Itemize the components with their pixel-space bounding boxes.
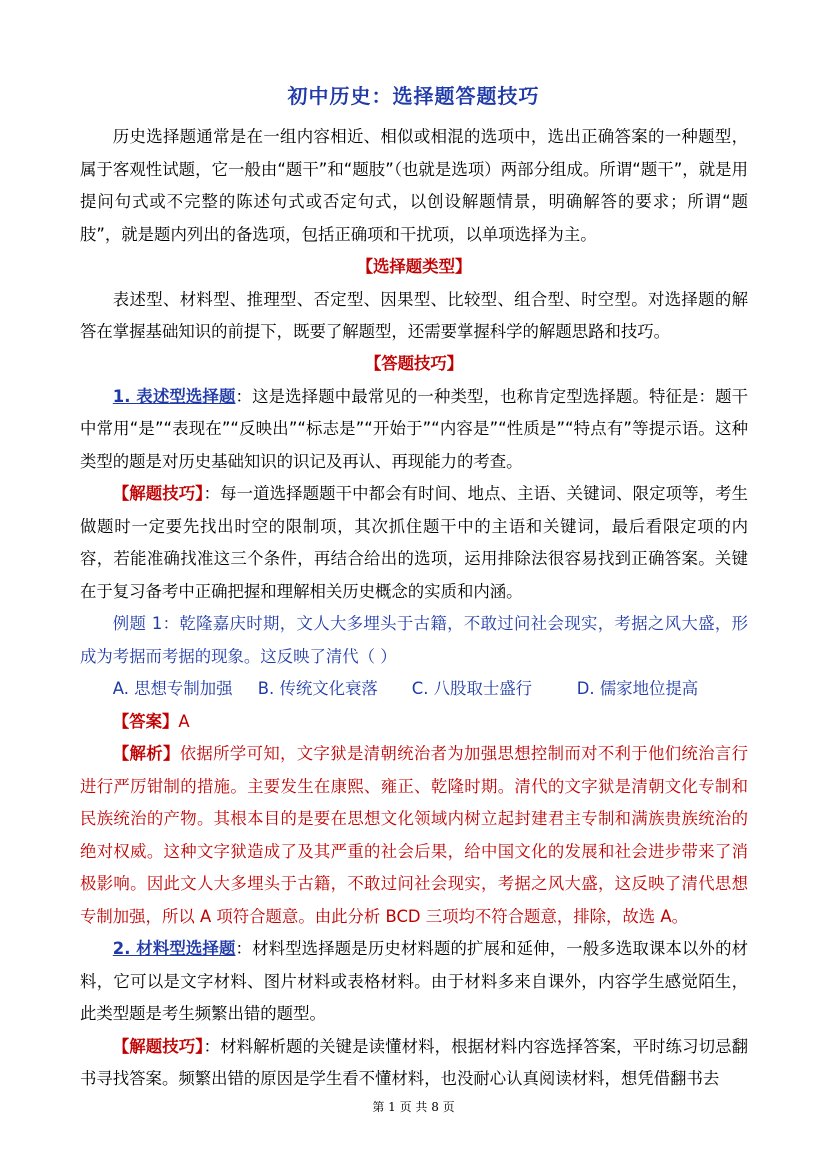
item2-label: 2. 材料型选择题 [112,939,236,958]
intro-paragraph: 历史选择题通常是在一组内容相近、相似或相混的选项中，选出正确答案的一种题型，属于客观性试题，它一般由“题干”和“题肢”（也就是选项）两部分组成。所谓“题干”，就是用提问句式或不完整的陈述句式或否定句式，以创设解题情景，明确解答的要求；所谓“题肢”，就是题内列出的备选项，包括正确项和干扰项，以单项选择为主。 [80,127,748,244]
analysis-label: 【解析】 [112,744,180,763]
types-paragraph: 表述型、材料型、推理型、否定型、因果型、比较型、组合型、时空型。对选择题的解答在掌握基础知识的前提下，既要了解题型，还需要掌握科学的解题思路和技巧。 [80,289,748,341]
section-heading-tips: 【答题技巧】 [364,354,464,373]
section-tips [80,348,748,1096]
item2-tip-text: ：材料解析题的关键是读懂材料，根据材料内容选择答案，平时练习切忌翻书寻找答案。频繁出错的原因是学生看不懂材料，也没耐心认真阅读材料，想凭借翻书去 [80,1036,748,1088]
item1-colon: ： [235,386,253,406]
item1-text: 这是选择题中最常见的一种类型，也称肯定型选择题。特征是：题干中常用“是”“表现在”“反映出”“标志是”“开始于”“内容是”“性质是”“特点有”等提示语。这种类型的题是对历史基础知识的识记及再认、再现能力的考查。 [80,386,749,471]
analysis-paragraph [80,738,748,933]
option-b: B. 传统文化衰落 [257,679,378,698]
answer-line [80,706,748,739]
answer-value: A [178,711,190,731]
item1-tip-paragraph [80,478,748,608]
option-d: D. 儒家地位提高 [576,679,699,698]
section-heading-types: 【选择题类型】 [356,257,472,276]
item2-paragraph [80,933,748,1031]
item2-tip-label: 【解题技巧】 [112,1036,204,1056]
page-footer: 第 1 页 共 8 页 [372,1100,455,1114]
item2-tip-paragraph [80,1031,748,1096]
intro-block [80,121,748,251]
item1-tip-text: ：每一道选择题题干中都会有时间、地点、主语、关键词、限定项等，考生做题时一定要先找出时空的限制项，其次抓住题干中的主语和关键词，最后看限定项的内容，若能准确找准这三个条件，再结合给出的选项，运用排除法很容易找到正确答案。关键在于复习备考中正确把握和理解相关历史概念的实质和内涵。 [80,484,748,601]
page-title: 初中历史：选择题答题技巧 [287,84,540,108]
analysis-text: 依据所学可知，文字狱是清朝统治者为加强思想控制而对不利于他们统治言行进行严厉钳制的措施。主要发生在康熙、雍正、乾隆时期。清代的文字狱是清朝文化专制和民族统治的产物。其根本目的是要在思想文化领域内树立起封建君主专制和满族贵族统治的绝对权威。这种文字狱造成了及其严重的社会后果，给中国文化的发展和社会进步带来了消极影响。因此文人大多埋头于古籍，不敢过问社会现实，考据之风大盛，这反映了清代思想专制加强，所以 A 项符合题意。由此分析 BCD 三项均不符合题意，排除，故选 A。 [80,744,749,926]
item2-text: 材料型选择题是历史材料题的扩展和延伸，一般多选取课本以外的材料，它可以是文字材料、图片材料或表格材料。由于材料多来自课外，内容学生感觉陌生，此类型题是考生频繁出错的题型。 [80,939,749,1023]
item1-label: 1. 表述型选择题 [112,386,236,406]
option-a: A. 思想专制加强 [112,679,233,698]
example-options [80,673,748,706]
option-c: C. 八股取士盛行 [411,679,533,698]
item2-colon: ： [235,939,253,958]
example-question: 例题 1：乾隆嘉庆时期，文人大多埋头于古籍，不敢过问社会现实，考据之风大盛，形成为考据而考据的现象。这反映了清代（ ） [80,614,748,666]
section-types [80,251,748,349]
item1-paragraph [80,381,748,479]
answer-label: 【答案】 [112,711,179,731]
item1-tip-label: 【解题技巧】 [112,484,204,503]
